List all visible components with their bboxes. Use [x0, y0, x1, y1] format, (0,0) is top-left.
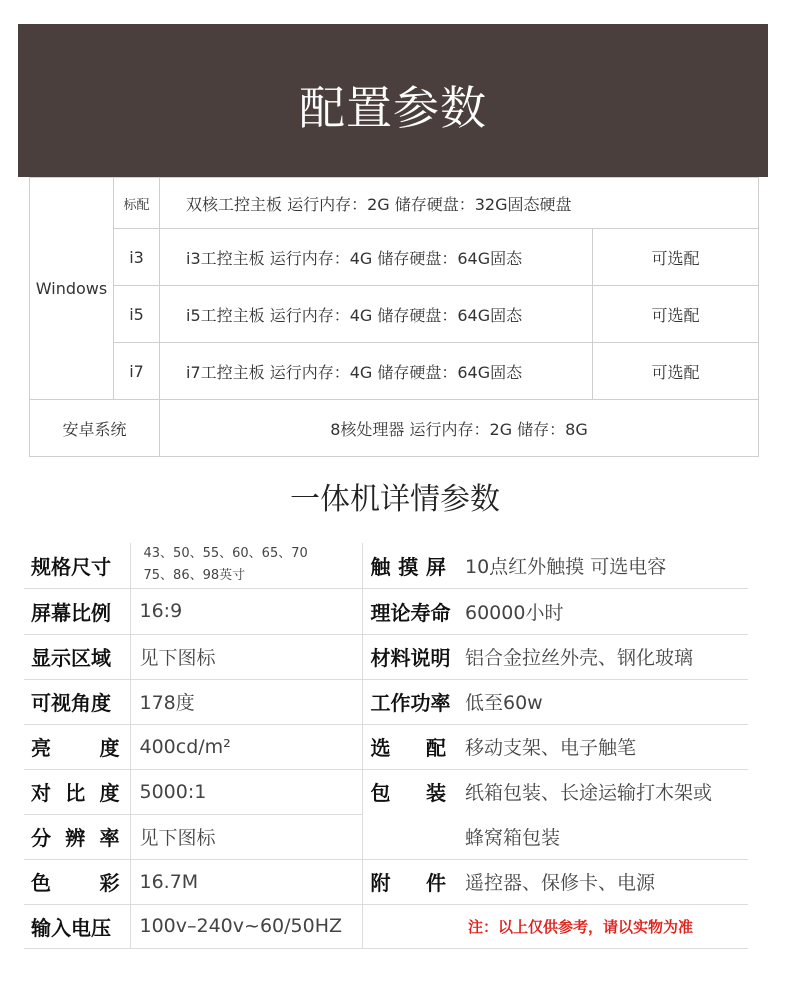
spec-key: 触 摸 屏 — [370, 556, 446, 579]
details-table — [24, 543, 748, 949]
spec-key: 输入电压 — [31, 917, 111, 940]
spec-value: 移动支架、电子触笔 — [465, 737, 637, 759]
spec-key: 附件 — [370, 873, 446, 895]
spec-value: 10点红外触摸 可选电容 — [465, 555, 667, 578]
spec-value: 60000小时 — [465, 601, 564, 624]
spec-key: 选配 — [370, 738, 446, 760]
detail-row — [24, 634, 748, 679]
optional-badge: 可选配 — [593, 286, 759, 343]
config-table — [29, 177, 759, 457]
os-android-label: 安卓系统 — [30, 400, 160, 457]
detail-row — [24, 814, 748, 859]
config-row — [30, 343, 759, 400]
config-row — [30, 229, 759, 286]
config-tier: 标配 — [114, 178, 160, 229]
spec-key: 包装 — [370, 783, 446, 806]
detail-row — [24, 588, 748, 634]
config-tier: i5 — [114, 286, 160, 343]
detail-row — [24, 769, 748, 814]
config-tier: i3 — [114, 229, 160, 286]
detail-row — [24, 543, 748, 588]
config-tier: i7 — [114, 343, 160, 400]
spec-value: 178度 — [139, 692, 195, 714]
config-row — [30, 286, 759, 343]
detail-row — [24, 679, 748, 724]
header-banner — [18, 24, 768, 177]
spec-key: 可视角度 — [31, 693, 111, 715]
config-row — [30, 178, 759, 229]
spec-value: 低至60w — [465, 692, 543, 714]
config-spec: 8核处理器 运行内存：2G 储存：8G — [160, 400, 759, 457]
spec-value: 见下图标 — [139, 827, 216, 849]
optional-badge: 可选配 — [593, 229, 759, 286]
spec-value: 5000:1 — [139, 780, 207, 803]
spec-value: 400cd/m² — [139, 735, 231, 758]
detail-row — [24, 859, 748, 904]
spec-key: 色彩 — [31, 873, 120, 895]
size-list: 43、50、55、60、65、70 75、86、98英寸 — [143, 546, 308, 584]
spec-value: 100v–240v~60/50HZ — [139, 915, 342, 937]
spec-key: 亮度 — [31, 738, 120, 760]
details-title: 一体机详情参数 — [290, 482, 500, 517]
spec-value: 纸箱包装、长途运输打木架或 — [465, 782, 713, 805]
page-title: 配置参数 — [299, 80, 487, 135]
os-windows-label: Windows — [30, 178, 114, 400]
detail-row — [24, 724, 748, 769]
spec-key: 显示区域 — [31, 648, 111, 670]
spec-value: 铝合金拉丝外壳、钢化玻璃 — [465, 647, 694, 669]
config-spec: i5工控主板 运行内存：4G 储存硬盘：64G固态 — [160, 286, 593, 343]
spec-value: 16.7M — [139, 870, 199, 893]
spec-value — [131, 543, 362, 587]
spec-key: 分辨率 — [31, 828, 120, 850]
config-spec: i7工控主板 运行内存：4G 储存硬盘：64G固态 — [160, 343, 593, 400]
spec-key: 理论寿命 — [370, 602, 451, 625]
spec-value: 见下图标 — [139, 647, 216, 669]
spec-key: 工作功率 — [370, 693, 451, 715]
spec-key: 规格尺寸 — [31, 556, 111, 579]
spec-key: 屏幕比例 — [31, 602, 111, 625]
config-spec: i3工控主板 运行内存：4G 储存硬盘：64G固态 — [160, 229, 593, 286]
spec-key: 材料说明 — [370, 648, 451, 670]
detail-row — [24, 904, 748, 948]
spec-key: 对比度 — [31, 783, 120, 805]
optional-badge: 可选配 — [593, 343, 759, 400]
spec-value: 蜂窝箱包装 — [465, 826, 561, 849]
spec-value: 遥控器、保修卡、电源 — [465, 872, 656, 894]
spec-value: 16:9 — [139, 600, 183, 622]
config-spec: 双核工控主板 运行内存：2G 储存硬盘：32G固态硬盘 — [160, 178, 759, 229]
config-row-android — [30, 400, 759, 457]
disclaimer-note: 注：以上仅供参考，请以实物为准 — [468, 918, 694, 936]
